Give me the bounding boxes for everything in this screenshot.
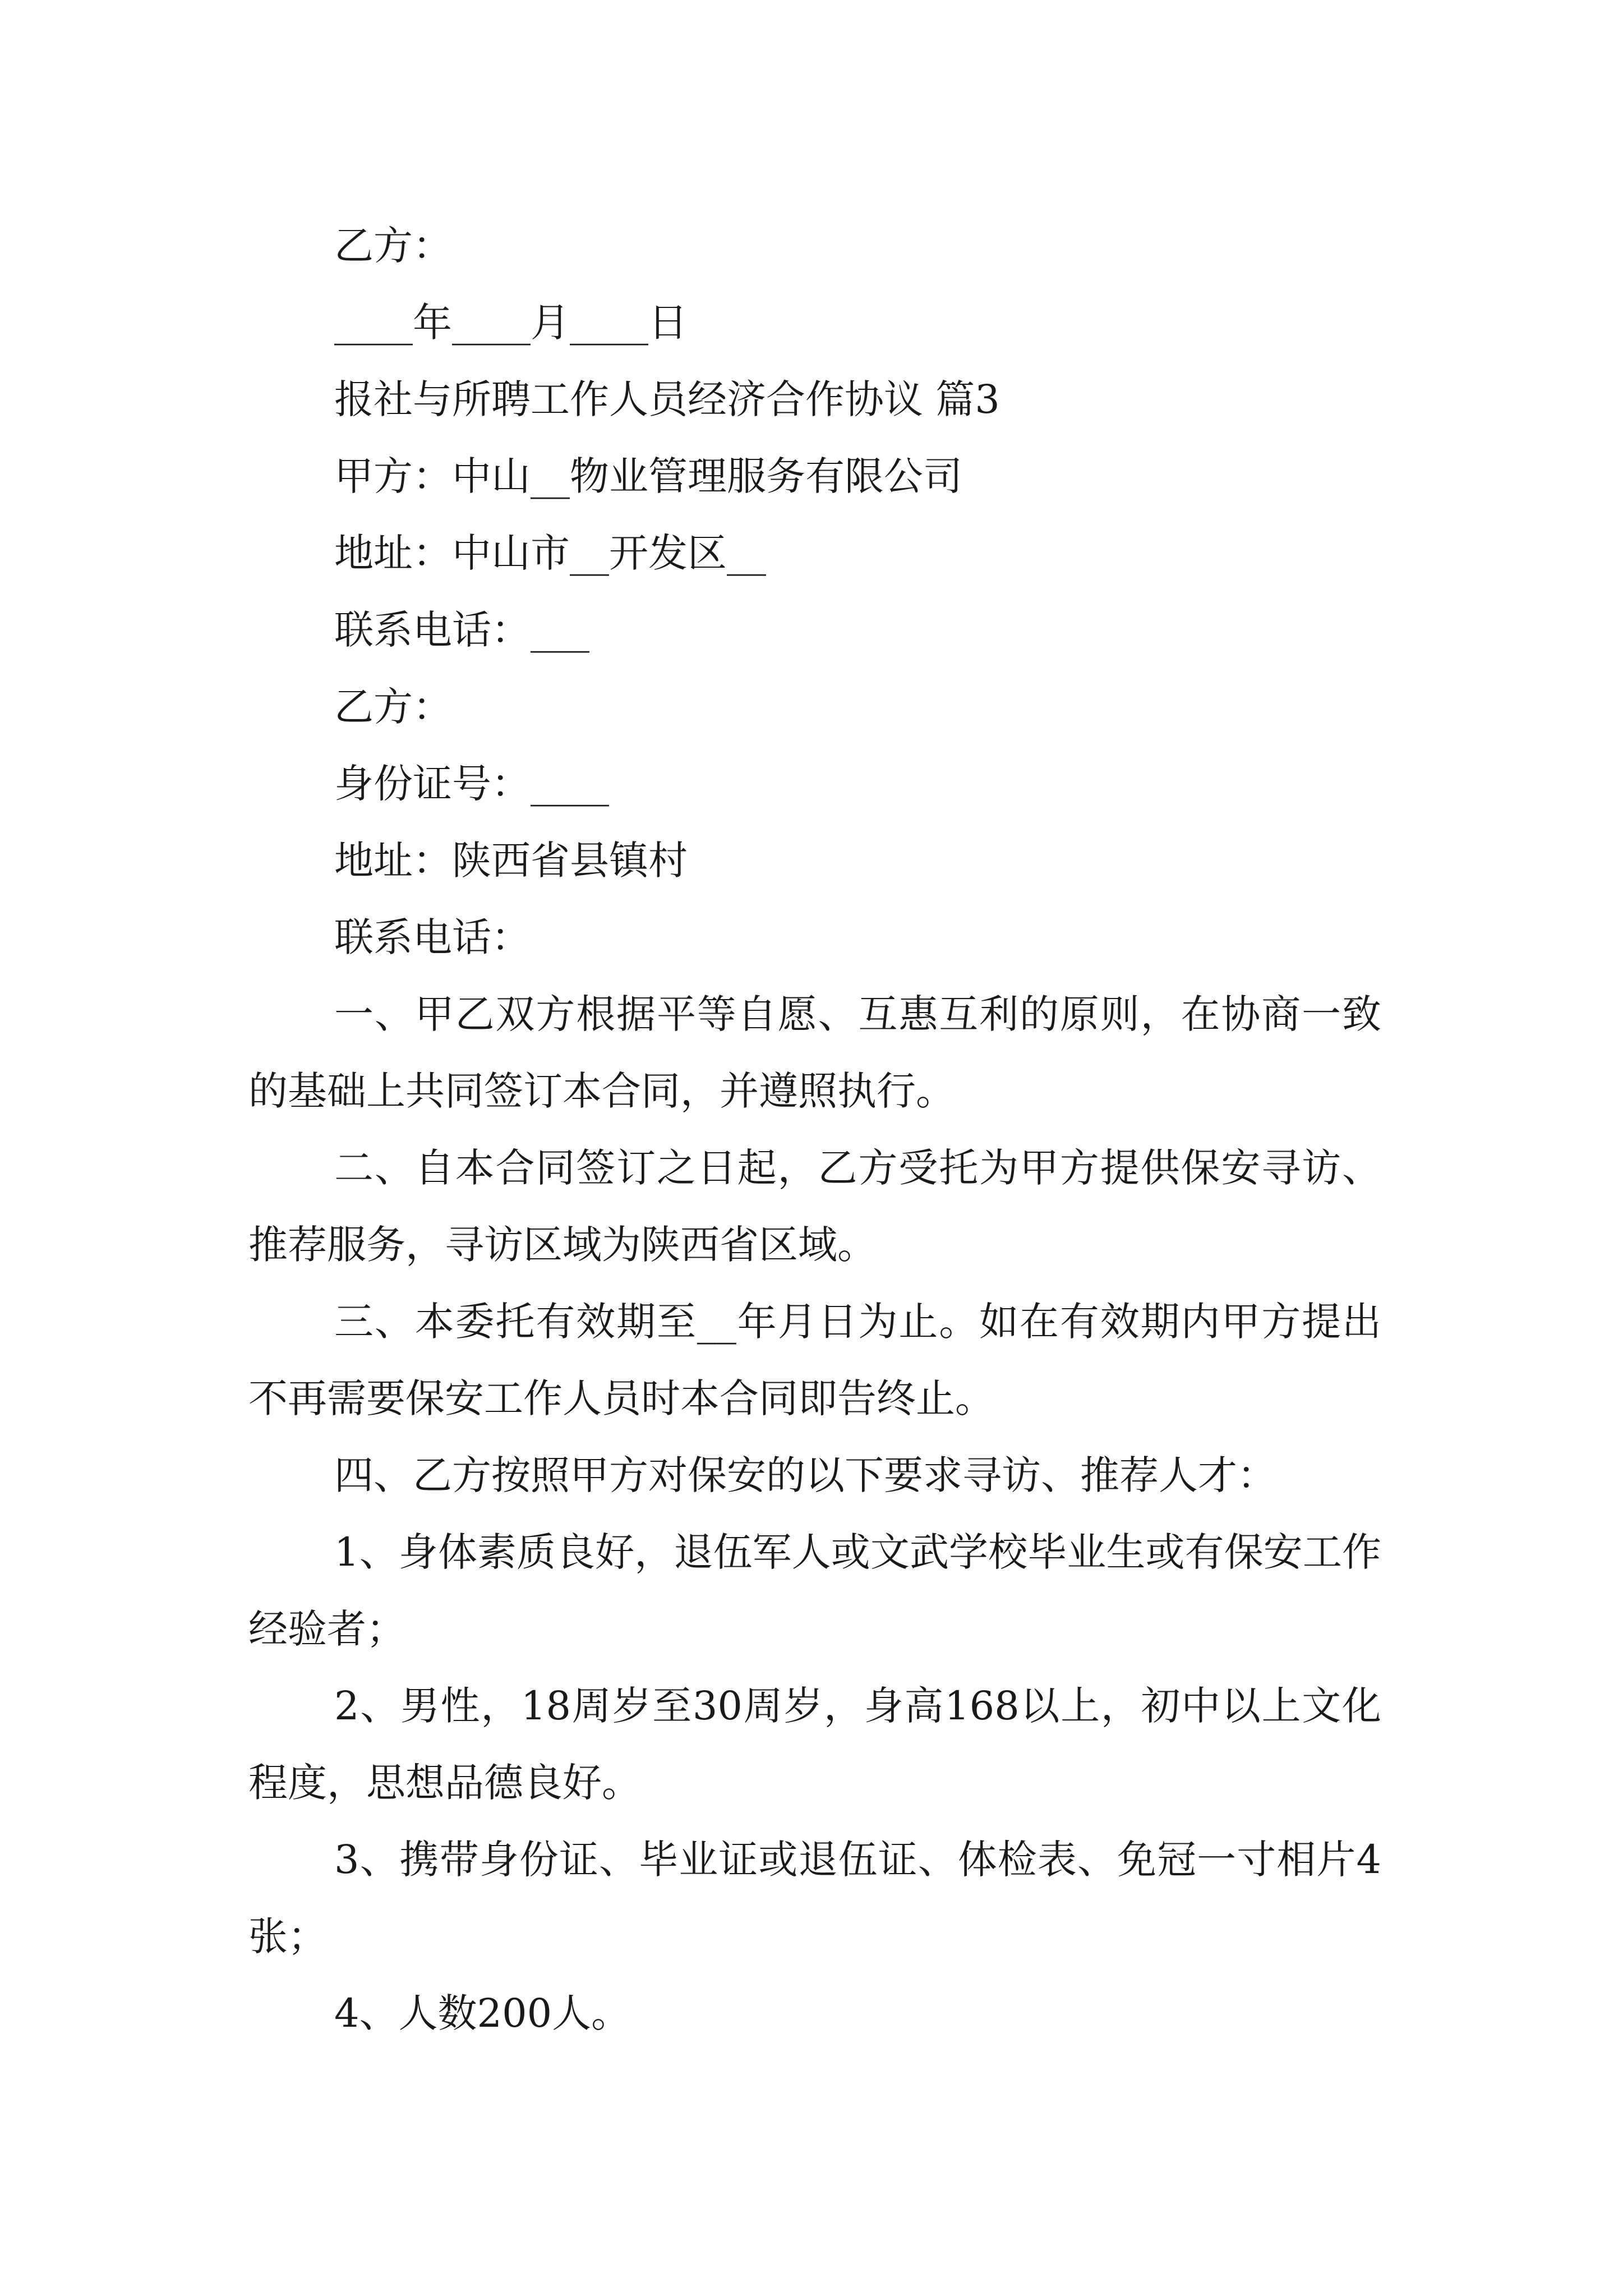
party-a-address: 地址：中山市__开发区__ <box>334 530 766 576</box>
party-b-address: 地址：陕西省县镇村 <box>334 838 688 884</box>
party-b-phone: 联系电话： <box>334 914 531 960</box>
clause-1: 一、甲乙双方根据平等自愿、互惠互利的原则，在协商一致的基础上共同签订本合同，并遵照执行。 <box>248 991 1381 1114</box>
requirement-4: 4、人数200人。 <box>334 1990 631 2036</box>
requirement-1: 1、身体素质良好，退伍军人或文武学校毕业生或有保安工作经验者； <box>248 1529 1381 1652</box>
document-body <box>248 208 1381 2052</box>
party-a-name: 甲方：中山__物业管理服务有限公司 <box>334 453 962 499</box>
requirement-3: 3、携带身份证、毕业证或退伍证、体检表、免冠一寸相片4张； <box>248 1837 1381 1959</box>
party-a-phone: 联系电话：___ <box>334 607 589 653</box>
clause-2: 二、自本合同签订之日起，乙方受托为甲方提供保安寻访、推荐服务，寻访区域为陕西省区域。 <box>248 1145 1381 1268</box>
party-b-label: 乙方： <box>334 223 452 269</box>
clause-4: 四、乙方按照甲方对保安的以下要求寻访、推荐人才： <box>334 1452 1276 1498</box>
party-b-id-number: 身份证号：____ <box>334 761 609 807</box>
party-b-name: 乙方： <box>334 684 452 730</box>
agreement-title: 报社与所聘工作人员经济合作协议 篇3 <box>334 376 1000 422</box>
date-line: ____年____月____日 <box>334 300 688 346</box>
requirement-2: 2、男性，18周岁至30周岁，身高168以上，初中以上文化程度，思想品德良好。 <box>248 1683 1381 1806</box>
clause-3: 三、本委托有效期至__年月日为止。如在有效期内甲方提出不再需要保安工作人员时本合同即告终止。 <box>248 1299 1381 1421</box>
